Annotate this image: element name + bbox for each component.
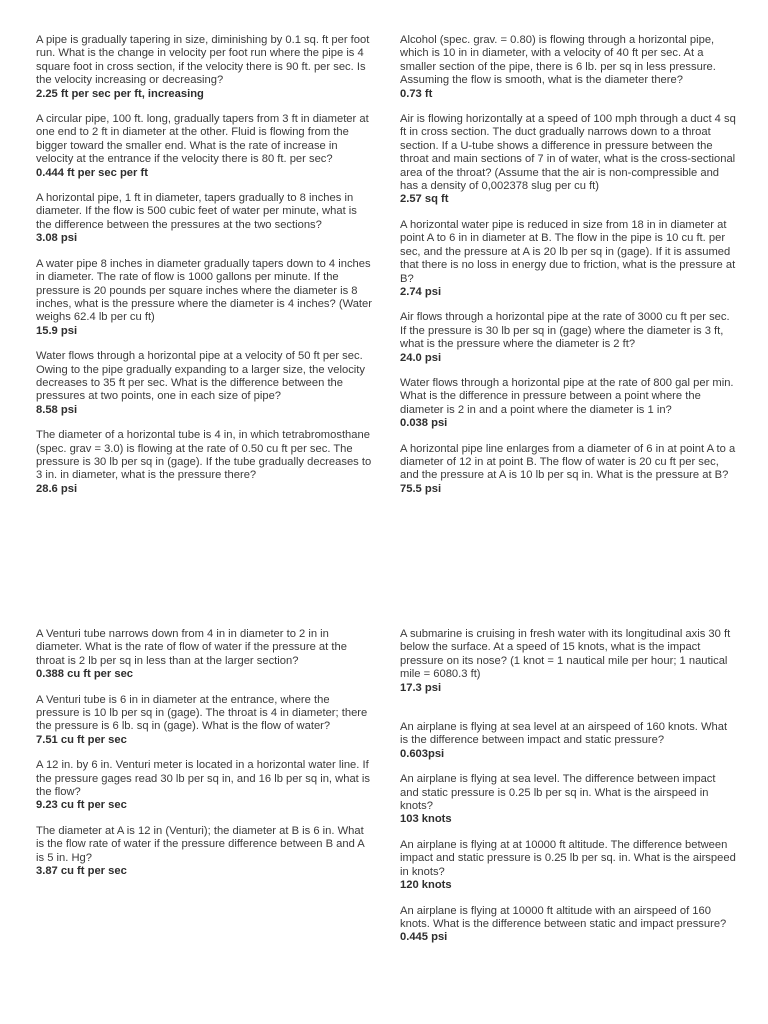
problem-question: A Venturi tube narrows down from 4 in in diameter to 2 in in diameter. What is the rate of flow of water if the pressure at the throat is 2 lb per sq in less than at the larger section? (36, 628, 347, 667)
problem-question: A horizontal pipe line enlarges from a diameter of 6 in at point A to a diameter of 12 in at point B. The flow of water is 20 cu ft per sec, and the pressure at A is 10 lb per sq in. What is the pressure at B? (400, 442, 736, 482)
column-bottom-left (36, 628, 372, 891)
problem (36, 113, 372, 180)
problem-answer: 103 knots (400, 813, 452, 826)
problem-answer: 75.5 psi (400, 482, 442, 495)
problem-question: Water flows through a horizontal pipe at the rate of 800 gal per min. What is the difference in pressure between a point where the diameter is 2 in and a point where the diameter is 1 in? (400, 376, 734, 416)
problem-question: An airplane is flying at sea level. The difference between impact and static pressure is 0.25 lb per sq in. What is the airspeed in knots? (400, 773, 716, 813)
problem-question: A horizontal pipe, 1 ft in diameter, tapers gradually to 8 inches in diameter. If the flow is 500 cubic feet of water per minute, what is the difference between the pressures at the two sections? (36, 192, 357, 231)
problem (400, 219, 736, 299)
problem (400, 721, 736, 761)
problem-question: A water pipe 8 inches in diameter gradually tapers down to 4 inches in diameter. The rate of flow is 1000 gallons per minute. If the pressure is 20 pounds per square inches where the diameter is 8 inches, what is the pressure where the diameter is 4 inches? (Water weighs 62.4 lb per cu ft) (36, 257, 372, 324)
problem-answer: 0.73 ft (400, 87, 433, 100)
problem-answer: 0.603psi (400, 747, 445, 760)
problem-question: Air flows through a horizontal pipe at the rate of 3000 cu ft per sec. If the pressure is 30 lb per sq in (gage) where the diameter is 3 ft, what is the pressure where the diameter is 2 ft? (400, 311, 730, 351)
problem (400, 377, 736, 431)
problem-question: A submarine is cruising in fresh water with its longitudinal axis 30 ft below the surface. At a speed of 15 knots, what is the impact pressure on its nose? (1 knot = 1 nautical mile per hour; 1 nautical mile = 6080.3 ft) (400, 628, 731, 681)
problem-answer: 7.51 cu ft per sec (36, 733, 127, 746)
problem (400, 773, 736, 827)
problem-question: The diameter of a horizontal tube is 4 in, in which tetrabromosthane (spec. grav = 3.0) is flowing at the rate of 0.50 cu ft per sec. The pressure is 30 lb per sq in (gage). If the tube gradually decreases to 3 in. in diameter, what is the pressure there? (36, 429, 372, 482)
problem (36, 759, 372, 813)
problem-question: A circular pipe, 100 ft. long, gradually tapers from 3 ft in diameter at one end to 2 ft in diameter at the other. Fluid is flowing from the bigger toward the smaller end. What is the rate of increase in velocity at the entrance if the velocity there is 80 ft. per sec? (36, 113, 369, 166)
problem (400, 113, 736, 207)
problem (36, 429, 372, 496)
problem-question: Water flows through a horizontal pipe at a velocity of 50 ft per sec. Owing to the pipe gradually expanding to a larger size, the velocity decreases to 35 ft per sec. What is the difference between the pressures at two points, one in each size of pipe? (36, 350, 365, 403)
problem (36, 350, 372, 417)
problem-answer: 120 knots (400, 879, 452, 892)
problem-answer: 28.6 psi (36, 482, 78, 495)
problem (400, 443, 736, 497)
problem-answer: 2.74 psi (400, 285, 442, 298)
problem-answer: 2.25 ft per sec per ft, increasing (36, 87, 204, 100)
problem-question: An airplane is flying at at 10000 ft altitude. The difference between impact and static pressure is 0.25 lb per sq. in. What is the airspeed in knots? (400, 838, 736, 878)
problem-question: A Venturi tube is 6 in in diameter at the entrance, where the pressure is 10 lb per sq in (gage). The throat is 4 in diameter; there the pressure is 6 lb. sq in (gage). What is the flow of water? (36, 693, 368, 733)
problem-question: Alcohol (spec. grav. = 0.80) is flowing through a horizontal pipe, which is 10 in in diameter, with a velocity of 40 ft per sec. At a smaller section of the pipe, there is 6 lb. per sq in less pressure. Assuming the flow is smooth, what is the diameter there? (400, 34, 716, 87)
problem (400, 311, 736, 365)
problem-question: A horizontal water pipe is reduced in size from 18 in in diameter at point A to 6 in in diameter at B. The flow in the pipe is 10 cu ft. per sec, and the pressure at A is 20 lb per sq in (gage). If it is assumed that there is no loss in energy due to friction, what is the pressure at B? (400, 218, 736, 285)
problem (36, 825, 372, 879)
problem-answer: 24.0 psi (400, 351, 442, 364)
problem-answer: 9.23 cu ft per sec (36, 799, 127, 812)
problem-question: Air is flowing horizontally at a speed of 100 mph through a duct 4 sq ft in cross section. The duct gradually narrows down to a throat section. If a U-tube shows a difference in pressure between the throat and main sections of 7 in of water, what is the cross-sectional area of the throat? (Assume that the air is non-compressible and has a density of 0,002378 slug per cu ft) (400, 113, 736, 193)
problem-question: A pipe is gradually tapering in size, diminishing by 0.1 sq. ft per foot run. What is the change in velocity per foot run where the pipe is 4 square foot in cross section, if the velocity there is 90 ft. per sec. Is the velocity increasing or decreasing? (36, 34, 370, 87)
problem-answer: 3.08 psi (36, 232, 78, 245)
problem (400, 628, 736, 695)
problem-answer: 0.445 psi (400, 931, 448, 944)
problem (36, 628, 372, 682)
problem-question: An airplane is flying at 10000 ft altitude with an airspeed of 160 knots. What is the difference between static and impact pressure? (400, 904, 727, 930)
problem-answer: 0.388 cu ft per sec (36, 668, 134, 681)
problem-answer: 0.444 ft per sec per ft (36, 166, 148, 179)
problem (400, 34, 736, 101)
problem-answer: 0.038 psi (400, 417, 448, 430)
column-bottom-right (400, 628, 736, 957)
problem-answer: 3.87 cu ft per sec (36, 865, 127, 878)
problem (36, 694, 372, 748)
problem (400, 905, 736, 945)
problem-answer: 2.57 sq ft (400, 193, 449, 206)
column-top-right (400, 34, 736, 508)
problem-answer: 15.9 psi (36, 324, 78, 337)
column-top-left (36, 34, 372, 508)
problem-answer: 8.58 psi (36, 403, 78, 416)
problem-question: A 12 in. by 6 in. Venturi meter is located in a horizontal water line. If the pressure gages read 30 lb per sq in, and 16 lb per sq in, what is the flow? (36, 759, 370, 799)
problem (36, 258, 372, 338)
problem-question: An airplane is flying at sea level at an airspeed of 160 knots. What is the difference between impact and static pressure? (400, 721, 728, 747)
problem (36, 192, 372, 246)
problem-question: The diameter at A is 12 in (Venturi); the diameter at B is 6 in. What is the flow rate of water if the pressure difference between B and A is 5 in. Hg? (36, 824, 365, 864)
problem (400, 839, 736, 893)
problem-answer: 17.3 psi (400, 681, 442, 694)
problem (36, 34, 372, 101)
